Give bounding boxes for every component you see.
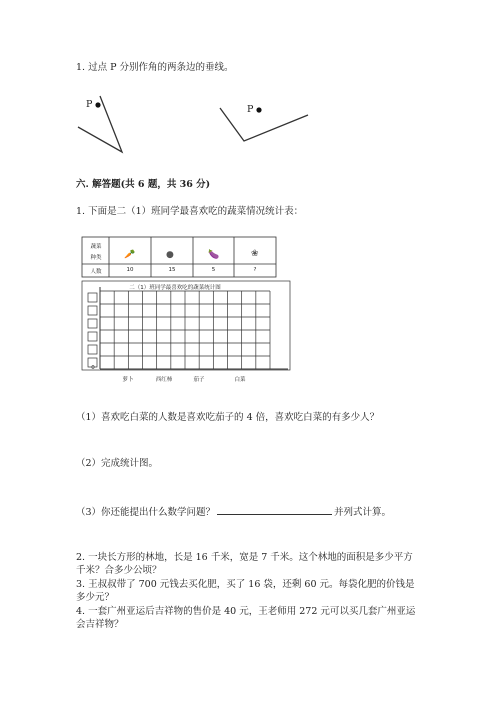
chart-frame: [82, 281, 290, 370]
x-label-eggplant: 茄子: [193, 377, 205, 383]
q1-intro: 1. 下面是二（1）班同学最喜欢吃的蔬菜情况统计表：: [76, 206, 304, 217]
x-label-carrot: 萝卜: [122, 377, 134, 383]
p-label-left: P: [86, 99, 93, 110]
y-value-box: [88, 319, 97, 328]
count-eggplant: 5: [211, 267, 216, 273]
sub-question-3: [76, 505, 391, 519]
q3-line2: 多少元？: [76, 592, 115, 603]
q2-line1: 2. 一块长方形的林地，长是 16 千米，宽是 7 千米。这个林地的面积是多少平方: [76, 552, 413, 563]
y-value-box: [88, 306, 97, 315]
sub-question-3-tail: 并列式计算。: [334, 507, 392, 518]
cabbage-icon: ❀: [251, 249, 259, 259]
q4-line2: 会吉祥物？: [76, 619, 124, 630]
table-header-kind: 种类: [90, 255, 102, 261]
section-title: 六. 解答题(共 6 题，共 36 分): [76, 179, 211, 190]
y-value-box: [88, 345, 97, 354]
count-carrot: 10: [126, 267, 134, 273]
q3-line1: 3. 王叔叔带了 700 元钱去买化肥，买了 16 袋，还剩 60 元。每袋化肥的价钱是: [76, 579, 415, 590]
table-header-veg: 蔬菜: [90, 244, 102, 250]
answer-blank[interactable]: [217, 505, 332, 515]
y-value-box: [88, 332, 97, 341]
carrot-icon: 🥕: [124, 250, 136, 260]
tomato-icon: ●: [166, 250, 174, 260]
q2-line2: 千米？合多少公顷？: [76, 565, 162, 576]
count-tomato: 15: [168, 267, 176, 273]
sub-question-2: （2）完成统计图。: [76, 458, 159, 469]
q4-line1: 4. 一套广州亚运后吉祥物的售价是 40 元，王老师用 272 元可以买几套广州亚运: [76, 606, 416, 617]
chart-y-origin: 0: [91, 365, 95, 371]
x-label-tomato: 西红柿: [155, 377, 173, 383]
eggplant-icon: 🍆: [208, 250, 220, 260]
count-cabbage: ?: [253, 267, 257, 273]
chart-title: 二（1）班同学最喜欢吃的蔬菜统计图: [129, 285, 221, 291]
p-label-right: P: [247, 104, 254, 115]
sub-question-3-text: （3）你还能提出什么数学问题？: [76, 507, 216, 518]
table-count-label: 人数: [90, 269, 102, 275]
perpendicular-question: 1. 过点 P 分别作角的两条边的垂线。: [76, 62, 234, 73]
x-label-cabbage: 白菜: [234, 377, 246, 383]
sub-question-1: （1）喜欢吃白菜的人数是喜欢吃茄子的 4 倍，喜欢吃白菜的有多少人？: [76, 412, 380, 423]
y-value-box: [88, 293, 97, 302]
